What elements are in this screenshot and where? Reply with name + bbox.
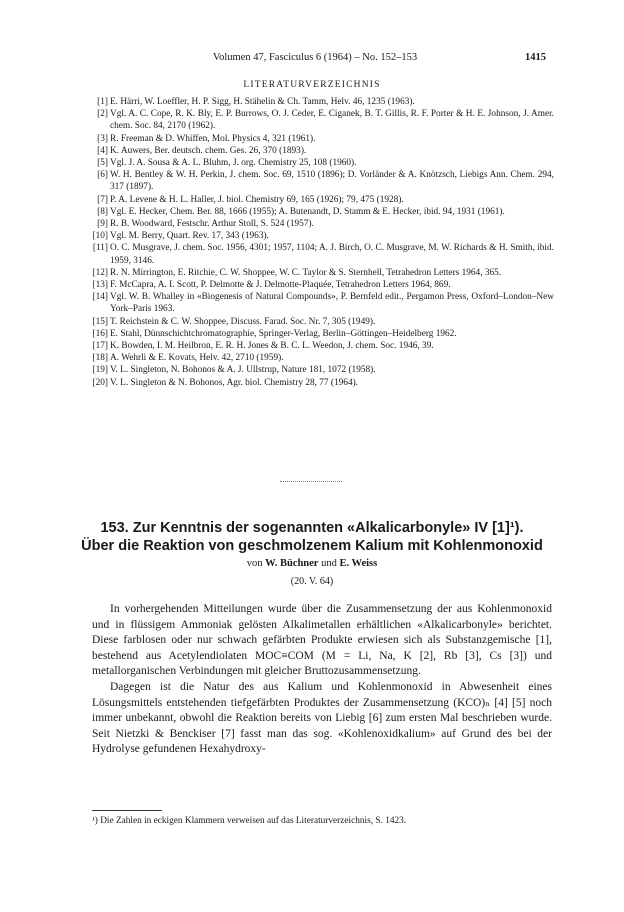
article-title: 153. Zur Kenntnis der sogenannten «Alkalicarbonyle» IV [1]¹). [100,520,524,536]
reference-text: R. N. Mirrington, E. Ritchie, C. W. Shoppee, W. C. Taylor & S. Sternhell, Tetrahedron Letters 1964, 365. [110,267,502,278]
reference-text: Vgl. A. C. Cope, R. K. Bly, E. P. Burrows, O. J. Ceder, E. Ciganek, B. T. Gillis, R. F. Porter & H. E. Johnson, J. Amer. chem. Soc. 84, 2170 (1962). [110,109,554,132]
reference-number: [17] [92,341,108,352]
reference-text: V. L. Singleton, N. Bohonos & A. J. Ullstrup, Nature 181, 1072 (1958). [110,365,376,376]
body-paragraph: In vorhergehenden Mitteilungen wurde über die Zusammensetzung der aus Kohlenmonoxid und in flüssigem Ammoniak gelösten Alkalimetallen erhältlichen «Alkalicarbonyle» berichtet. Diese farblosen oder nur schwach gefärbten Produkte erwiesen sich als Substanzgemische [1], bestehend aus Acetylendiolaten MOC≡COM (M = Li, Na, K [2], Rb [3], Cs [3]) und metallorganischen Verbindungen mit gleicher Bruttozusammensetzung. [92,603,552,678]
reference-number: [3] [97,133,108,144]
section-separator [280,481,342,482]
reference-item [86,133,554,145]
reference-text: T. Reichstein & C. W. Shoppee, Discuss. Farad. Soc. Nr. 7, 305 (1949). [110,316,376,327]
reference-item [86,340,554,352]
reference-text: Vgl. J. A. Sousa & A. L. Bluhm, J. org. Chemistry 25, 108 (1960). [110,158,357,169]
reference-item [86,157,554,169]
reference-text: Vgl. M. Berry, Quart. Rev. 17, 343 (1963). [110,231,269,242]
reference-number: [13] [92,280,108,291]
reference-item [86,108,554,132]
reference-number: [19] [92,365,108,376]
reference-text: E. Härri, W. Loeffler, H. P. Sigg, H. Stähelin & Ch. Tamm, Helv. 46, 1235 (1963). [110,97,415,107]
reference-item [86,194,554,206]
reference-number: [5] [97,158,108,169]
reference-item [86,291,554,315]
received-date: (20. V. 64) [290,576,334,587]
reference-number: [9] [97,219,108,230]
footnote-rule [92,810,162,811]
reference-number: [11] [92,243,108,254]
article-subtitle: Über die Reaktion von geschmolzenem Kalium mit Kohlenmonoxid [81,538,543,554]
reference-text: E. Stahl, Dünnschichtchromatographie, Springer-Verlag, Berlin–Göttingen–Heidelberg 1962. [110,328,457,339]
reference-text: P. A. Levene & H. L. Haller, J. biol. Chemistry 69, 165 (1926); 79, 475 (1928). [110,194,404,205]
reference-item [86,96,554,108]
reference-item [86,169,554,193]
references-list [86,96,554,389]
reference-number: [7] [97,194,108,205]
body-paragraph: Dagegen ist die Natur des aus Kalium und Kohlenmonoxid in Abwesenheit eines Lösungsmittels entstehenden tiefgefärbten Produktes der Zusammensetzung (KCO)ₙ [4] [5] noch immer unbekannt, obwohl die Reaktion bereits von Liebig [6] zum ersten Mal beschrieben wurde. Seit Nietzki & Benckiser [7] fasst man das sog. «Kohlenoxidkalium» auf Grund des bei der Hydrolyse gefundenen Hexahydroxy- [92,680,552,756]
reference-number: [1] [97,97,108,107]
reference-text: R. Freeman & D. Whiffen, Mol. Physics 4, 321 (1961). [110,133,316,144]
reference-text: Vgl. E. Hecker, Chem. Ber. 88, 1666 (1955); A. Butenandt, D. Stamm & E. Hecker, ibid. 94, 1931 (1961). [110,206,505,217]
footnote: ¹) Die Zahlen in eckigen Klammern verweisen auf das Literaturverzeichnis, S. 1423. [92,816,407,826]
reference-item [86,267,554,279]
authors-prefix: von [246,558,263,569]
reference-text: W. H. Bentley & W. H. Perkin, J. chem. Soc. 69, 1510 (1896); D. Vorländer & A. Knötzsch, Liebigs Ann. Chem. 294, 317 (1897). [110,170,554,193]
reference-text: A. Wehrli & E. Kovats, Helv. 42, 2710 (1959). [110,353,284,364]
reference-number: [16] [92,328,108,339]
reference-item [86,364,554,376]
reference-text: O. C. Musgrave, J. chem. Soc. 1956, 4301; 1957, 1104; A. J. Birch, O. C. Musgrave, M. W. Richards & H. Smith, ibid. 1959, 3146. [110,243,554,266]
reference-number: [6] [97,170,108,181]
reference-text: K. Auwers, Ber. deutsch. chem. Ges. 26, 370 (1893). [110,145,307,156]
reference-item [86,218,554,230]
reference-text: R. B. Woodward, Festschr. Arthur Stoll, S. 524 (1957). [110,219,314,230]
reference-number: [18] [92,353,108,364]
journal-info: Volumen 47, Fasciculus 6 (1964) – No. 152–153 [212,52,418,63]
reference-item [86,242,554,266]
page-number: 1415 [525,52,546,63]
reference-item [86,279,554,291]
reference-item [86,145,554,157]
reference-text: F. McCapra, A. I. Scott, P. Delmotte & J. Delmotte-Plaquée, Tetrahedron Letters 1964, 869. [110,280,451,291]
reference-number: [12] [92,267,108,278]
references-title: LITERATURVERZEICHNIS [243,80,381,90]
reference-item [86,328,554,340]
reference-number: [15] [92,316,108,327]
authors-conjunction: und [321,558,337,569]
author-name: E. Weiss [339,558,378,569]
reference-text: K. Bowden, I. M. Heilbron, E. R. H. Jones & B. C. L. Weedon, J. chem. Soc. 1946, 39. [110,341,434,352]
reference-item [86,230,554,242]
reference-item [86,352,554,364]
reference-item [86,316,554,328]
reference-text: V. L. Singleton & N. Bohonos, Agr. biol. Chemistry 28, 77 (1964). [110,377,359,388]
reference-number: [14] [92,292,108,303]
reference-item [86,377,554,389]
article-authors [0,558,624,569]
reference-item [86,206,554,218]
reference-number: [2] [97,109,108,120]
reference-number: [10] [92,231,108,242]
reference-number: [8] [97,206,108,217]
reference-number: [4] [97,145,108,156]
reference-text: Vgl. W. B. Whalley in «Biogenesis of Natural Compounds», P. Bernfeld edit., Pergamon Press, Oxford–London–New York–Paris 1963. [110,292,554,315]
reference-number: [20] [92,377,108,388]
article-body [92,602,552,758]
author-name: W. Büchner [265,558,319,569]
